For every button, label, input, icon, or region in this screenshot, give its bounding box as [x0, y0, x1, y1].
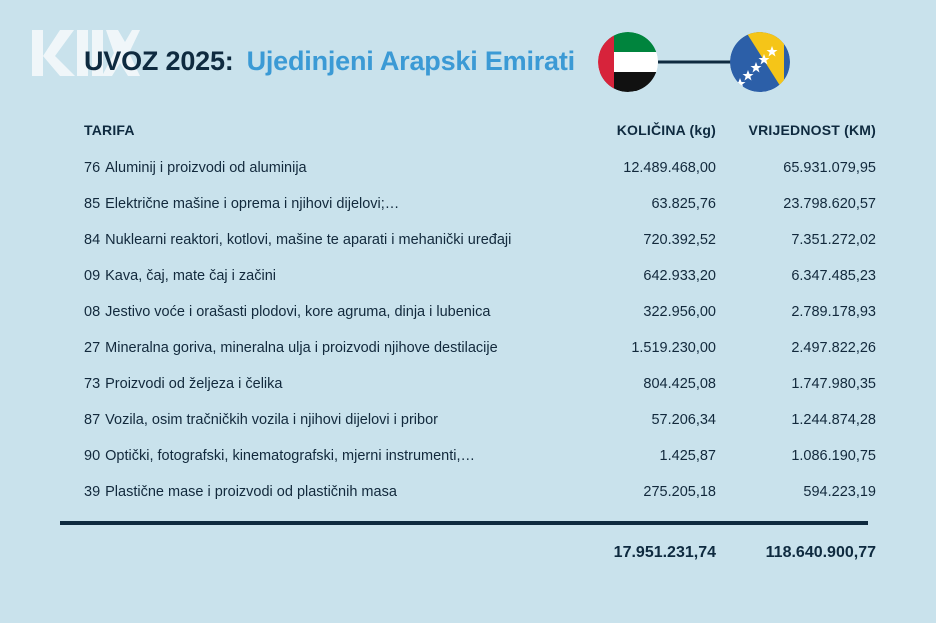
table-row — [0, 150, 936, 186]
tarifa-code: 76 — [84, 160, 101, 176]
cell-tarifa — [84, 448, 578, 464]
table-row — [0, 186, 936, 222]
cell-kolicina: 642.933,20 — [643, 268, 716, 284]
table-row — [0, 402, 936, 438]
cell-tarifa — [84, 196, 578, 212]
column-header-tarifa: TARIFA — [84, 122, 135, 138]
tarifa-code: 85 — [84, 196, 101, 212]
trade-direction-graphic — [598, 32, 790, 92]
cell-tarifa — [84, 412, 578, 428]
column-header-vrijednost: VRIJEDNOST (KM) — [748, 122, 876, 138]
flag-united-arab-emirates — [598, 32, 658, 92]
flag-bosnia-and-herzegovina — [730, 32, 790, 92]
cell-kolicina: 275.205,18 — [643, 484, 716, 500]
cell-kolicina: 1.519.230,00 — [631, 340, 716, 356]
tarifa-code: 39 — [84, 484, 101, 500]
cell-vrijednost: 7.351.272,02 — [791, 232, 876, 248]
cell-tarifa — [84, 376, 578, 392]
cell-tarifa — [84, 484, 578, 500]
table-row — [0, 438, 936, 474]
column-header-kolicina: KOLIČINA (kg) — [616, 122, 716, 138]
cell-kolicina: 720.392,52 — [643, 232, 716, 248]
header — [0, 0, 936, 110]
table-row — [0, 366, 936, 402]
table-row — [0, 294, 936, 330]
cell-tarifa — [84, 340, 578, 356]
tarifa-label: Električne mašine i oprema i njihovi dijelovi;… — [105, 196, 400, 212]
totals-vrijednost: 118.640.900,77 — [765, 544, 876, 561]
cell-vrijednost: 1.244.874,28 — [791, 412, 876, 428]
tarifa-code: 27 — [84, 340, 101, 356]
cell-vrijednost: 2.497.822,26 — [791, 340, 876, 356]
cell-kolicina: 57.206,34 — [651, 412, 716, 428]
tarifa-label: Kava, čaj, mate čaj i začini — [105, 268, 276, 284]
page-title — [84, 38, 575, 84]
tarifa-label: Proizvodi od željeza i čelika — [105, 376, 283, 392]
table-row — [0, 258, 936, 294]
tarifa-label: Jestivo voće i orašasti plodovi, kore agruma, dinja i lubenica — [105, 304, 491, 320]
cell-kolicina: 12.489.468,00 — [623, 160, 716, 176]
cell-vrijednost: 594.223,19 — [803, 484, 876, 500]
cell-vrijednost: 65.931.079,95 — [783, 160, 876, 176]
cell-kolicina: 63.825,76 — [651, 196, 716, 212]
tarifa-code: 73 — [84, 376, 101, 392]
cell-tarifa — [84, 232, 578, 248]
tarifa-code: 84 — [84, 232, 101, 248]
tarifa-code: 08 — [84, 304, 101, 320]
table-body — [0, 150, 936, 510]
tarifa-label: Vozila, osim tračničkih vozila i njihovi dijelovi i pribor — [105, 412, 438, 428]
title-main-text: UVOZ 2025: — [84, 45, 234, 76]
tarifa-label: Mineralna goriva, mineralna ulja i proizvodi njihove destilacije — [105, 340, 498, 356]
cell-tarifa — [84, 304, 578, 320]
tarifa-code: 90 — [84, 448, 101, 464]
imports-table — [0, 110, 936, 510]
cell-vrijednost: 2.789.178,93 — [791, 304, 876, 320]
tarifa-code: 87 — [84, 412, 101, 428]
table-header-row — [0, 110, 936, 150]
table-row — [0, 222, 936, 258]
cell-tarifa — [84, 268, 578, 284]
cell-vrijednost: 1.086.190,75 — [791, 448, 876, 464]
totals-kolicina: 17.951.231,74 — [613, 544, 716, 561]
tarifa-label: Aluminij i proizvodi od aluminija — [105, 160, 307, 176]
cell-vrijednost: 1.747.980,35 — [791, 376, 876, 392]
cell-tarifa — [84, 160, 578, 176]
table-row — [0, 330, 936, 366]
tarifa-label: Optički, fotografski, kinematografski, mjerni instrumenti,… — [105, 448, 476, 464]
cell-kolicina: 804.425,08 — [643, 376, 716, 392]
tarifa-label: Plastične mase i proizvodi od plastičnih masa — [105, 484, 397, 500]
tarifa-code: 09 — [84, 268, 101, 284]
totals-divider — [60, 521, 868, 525]
cell-vrijednost: 23.798.620,57 — [783, 196, 876, 212]
cell-kolicina: 1.425,87 — [659, 448, 716, 464]
title-country-text: Ujedinjeni Arapski Emirati — [246, 45, 575, 76]
table-row — [0, 474, 936, 510]
tarifa-label: Nuklearni reaktori, kotlovi, mašine te aparati i mehanički uređaji — [105, 232, 512, 248]
cell-kolicina: 322.956,00 — [643, 304, 716, 320]
totals-row — [0, 538, 936, 568]
cell-vrijednost: 6.347.485,23 — [791, 268, 876, 284]
